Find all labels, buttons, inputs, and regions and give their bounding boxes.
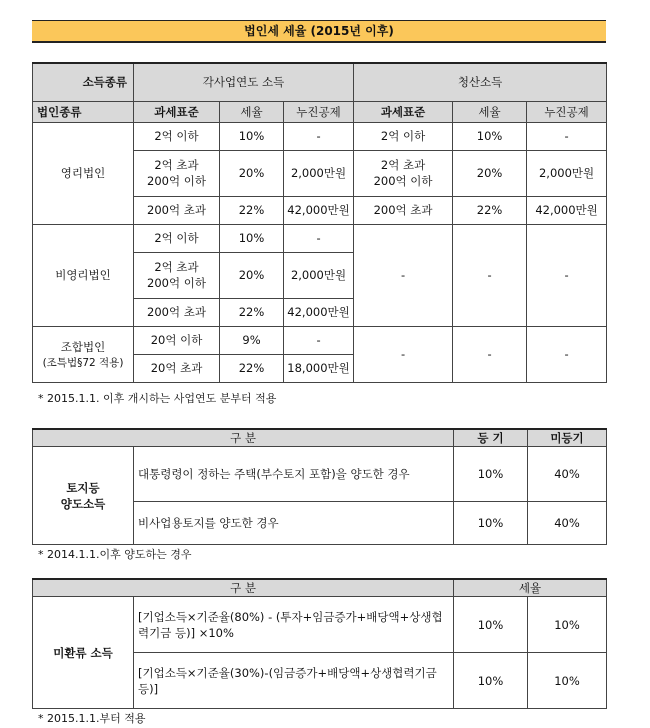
col-rate: 세율 <box>220 101 284 122</box>
cell-rate: 22% <box>220 354 284 382</box>
col-tax-base-liq: 과세표준 <box>354 101 453 122</box>
cell-rate-2: 10% <box>528 653 607 709</box>
cell-rate: 22% <box>220 298 284 326</box>
cell-deduct: - <box>284 122 354 150</box>
cell-deduct: 2,000만원 <box>284 150 354 196</box>
cell-base: 200억 초과 <box>134 196 220 224</box>
header-unregistered: 미등기 <box>528 429 607 447</box>
page-title: 법인세 세율 (2015년 이후) <box>32 20 606 43</box>
cell-liq-deduct-na: - <box>527 326 607 382</box>
cell-base: 2억 초과 200억 이하 <box>134 252 220 298</box>
cell-reg-rate: 10% <box>454 502 528 545</box>
cell-deduct: 2,000만원 <box>284 252 354 298</box>
cell-base-liq: 2억 초과 200억 이하 <box>354 150 453 196</box>
cell-base: 2억 이하 <box>134 122 220 150</box>
cell-desc: [기업소득×기준율(30%)-(임금증가+배당액+상생협력기금 등)] <box>134 653 454 709</box>
cell-base: 2억 이하 <box>134 224 220 252</box>
cell-base: 2억 초과 200억 이하 <box>134 150 220 196</box>
header-rate: 세율 <box>454 579 607 597</box>
cell-deduct-liq: 2,000만원 <box>527 150 607 196</box>
corporate-tax-rate-table <box>32 62 607 383</box>
cell-unreg-rate: 40% <box>528 502 607 545</box>
col-tax-base: 과세표준 <box>134 101 220 122</box>
cell-rate: 20% <box>220 252 284 298</box>
cell-rate: 9% <box>220 326 284 354</box>
row-label-coop <box>33 326 134 382</box>
header-business-year-income: 각사업연도 소득 <box>134 63 354 101</box>
cell-base: 200억 초과 <box>134 298 220 326</box>
col-deduction: 누진공제 <box>284 101 354 122</box>
col-rate-liq: 세율 <box>453 101 527 122</box>
header-registered: 등 기 <box>454 429 528 447</box>
col-deduction-liq: 누진공제 <box>527 101 607 122</box>
cell-deduct-liq: 42,000만원 <box>527 196 607 224</box>
header-division: 구 분 <box>33 579 454 597</box>
cell-rate: 20% <box>220 150 284 196</box>
coop-sub-label: (조특법§72 적용) <box>42 356 124 369</box>
cell-rate: 22% <box>220 196 284 224</box>
cell-desc: [기업소득×기준율(80%) - (투자+임금증가+배당액+상생협력기금 등)] ×10% <box>134 597 454 653</box>
row-label-land: 토지등 양도소득 <box>33 447 134 545</box>
row-label-profit: 영리법인 <box>33 122 134 224</box>
cell-rate-1: 10% <box>454 653 528 709</box>
cell-liq-rate-na: - <box>453 326 527 382</box>
cell-desc: 비사업용토지를 양도한 경우 <box>134 502 454 545</box>
cell-base-liq: 200억 초과 <box>354 196 453 224</box>
note-2014: * 2014.1.1.이후 양도하는 경우 <box>38 548 192 561</box>
cell-liq-deduct-na: - <box>527 224 607 326</box>
cell-deduct: - <box>284 326 354 354</box>
coop-label: 조합법인 <box>60 339 106 354</box>
cell-unreg-rate: 40% <box>528 447 607 502</box>
unreflux-income-table <box>32 578 607 709</box>
cell-desc: 대통령령이 정하는 주택(부수토지 포함)을 양도한 경우 <box>134 447 454 502</box>
cell-liq-rate-na: - <box>453 224 527 326</box>
row-label-nonprofit: 비영리법인 <box>33 224 134 326</box>
cell-rate-2: 10% <box>528 597 607 653</box>
cell-rate-liq: 10% <box>453 122 527 150</box>
cell-rate-liq: 22% <box>453 196 527 224</box>
cell-rate: 10% <box>220 224 284 252</box>
cell-reg-rate: 10% <box>454 447 528 502</box>
cell-base: 20억 초과 <box>134 354 220 382</box>
cell-base-liq: 2억 이하 <box>354 122 453 150</box>
cell-deduct-liq: - <box>527 122 607 150</box>
land-transfer-table <box>32 428 607 545</box>
corner-income-type: 소득종류 <box>33 63 134 101</box>
cell-base: 20억 이하 <box>134 326 220 354</box>
cell-liq-base-na: - <box>354 326 453 382</box>
row-label-unreflux: 미환류 소득 <box>33 597 134 709</box>
header-division: 구 분 <box>33 429 454 447</box>
cell-rate: 10% <box>220 122 284 150</box>
cell-deduct: - <box>284 224 354 252</box>
cell-deduct: 42,000만원 <box>284 196 354 224</box>
cell-deduct: 42,000만원 <box>284 298 354 326</box>
cell-liq-base-na: - <box>354 224 453 326</box>
note-2015: * 2015.1.1. 이후 개시하는 사업연도 분부터 적용 <box>38 392 277 405</box>
header-liquidation-income: 청산소득 <box>354 63 607 101</box>
cell-deduct: 18,000만원 <box>284 354 354 382</box>
note-2015-unreflux: * 2015.1.1.부터 적용 <box>38 712 146 725</box>
cell-rate-1: 10% <box>454 597 528 653</box>
cell-rate-liq: 20% <box>453 150 527 196</box>
corner-corp-type: 법인종류 <box>33 101 134 122</box>
